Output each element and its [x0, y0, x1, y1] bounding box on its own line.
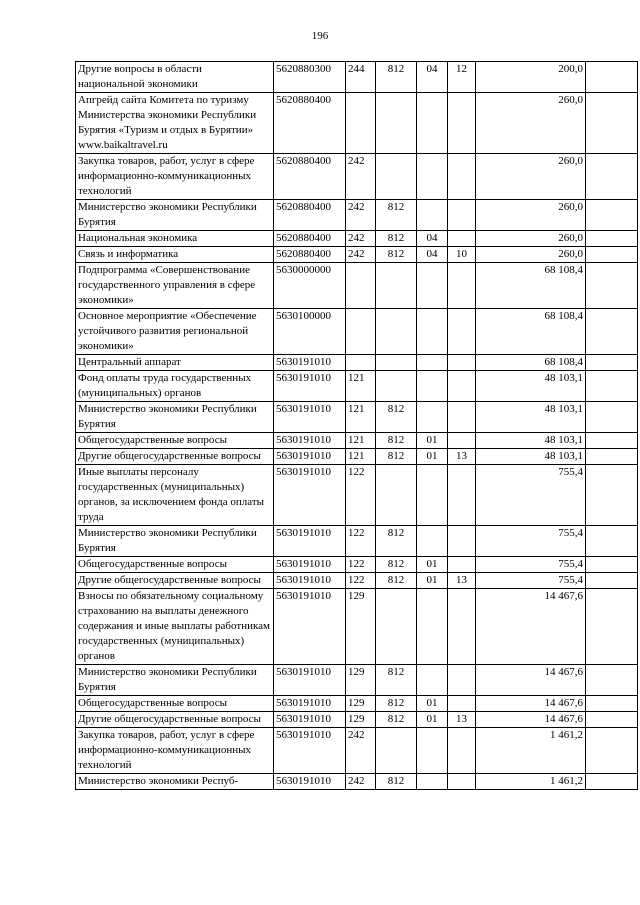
row-extra-cell	[586, 154, 638, 200]
row-pr-cell	[448, 696, 476, 712]
row-code-cell: 5620880400	[274, 247, 346, 263]
row-code-cell: 5630191010	[274, 449, 346, 465]
row-pr-cell	[448, 371, 476, 402]
row-rz-cell: 04	[417, 247, 448, 263]
row-pr-cell	[448, 433, 476, 449]
row-rz-cell	[417, 154, 448, 200]
table-row	[76, 433, 638, 449]
row-rz-cell	[417, 665, 448, 696]
table-row	[76, 465, 638, 526]
row-sum-cell: 48 103,1	[476, 402, 586, 433]
budget-table-body	[76, 62, 638, 790]
row-dept-cell	[376, 154, 417, 200]
row-name-cell: Министерство экономики Республики Бурятия	[76, 665, 274, 696]
row-name-cell: Закупка товаров, работ, услуг в сфере информационно-коммуникационных технологий	[76, 728, 274, 774]
row-pr-cell	[448, 93, 476, 154]
row-name-cell: Общегосударственные вопросы	[76, 696, 274, 712]
row-name-cell: Министерство экономики Республики Бурятия	[76, 526, 274, 557]
row-name-cell: Национальная экономика	[76, 231, 274, 247]
row-pr-cell: 13	[448, 449, 476, 465]
row-extra-cell	[586, 573, 638, 589]
row-extra-cell	[586, 449, 638, 465]
row-pr-cell	[448, 355, 476, 371]
row-name-cell: Закупка товаров, работ, услуг в сфере информационно-коммуникационных технологий	[76, 154, 274, 200]
row-dept-cell	[376, 465, 417, 526]
row-extra-cell	[586, 465, 638, 526]
row-sum-cell: 14 467,6	[476, 696, 586, 712]
row-rz-cell	[417, 465, 448, 526]
row-extra-cell	[586, 200, 638, 231]
row-vr-cell: 121	[346, 449, 376, 465]
row-dept-cell: 812	[376, 557, 417, 573]
row-rz-cell	[417, 402, 448, 433]
row-code-cell: 5630191010	[274, 774, 346, 790]
row-name-cell: Центральный аппарат	[76, 355, 274, 371]
row-code-cell: 5630191010	[274, 665, 346, 696]
row-dept-cell	[376, 371, 417, 402]
row-dept-cell: 812	[376, 712, 417, 728]
row-sum-cell: 48 103,1	[476, 449, 586, 465]
row-code-cell: 5620880400	[274, 231, 346, 247]
row-rz-cell	[417, 774, 448, 790]
row-rz-cell	[417, 263, 448, 309]
row-extra-cell	[586, 371, 638, 402]
row-sum-cell: 14 467,6	[476, 712, 586, 728]
row-dept-cell	[376, 93, 417, 154]
table-row	[76, 526, 638, 557]
row-sum-cell: 68 108,4	[476, 309, 586, 355]
row-code-cell: 5630191010	[274, 355, 346, 371]
row-pr-cell	[448, 557, 476, 573]
row-extra-cell	[586, 402, 638, 433]
page-number: 196	[311, 30, 329, 42]
row-code-cell: 5620880300	[274, 62, 346, 93]
row-extra-cell	[586, 231, 638, 247]
budget-table	[75, 61, 638, 790]
row-pr-cell	[448, 665, 476, 696]
table-row	[76, 355, 638, 371]
table-row	[76, 93, 638, 154]
row-extra-cell	[586, 728, 638, 774]
row-code-cell: 5630100000	[274, 309, 346, 355]
row-extra-cell	[586, 355, 638, 371]
row-name-cell: Другие вопросы в области национальной экономики	[76, 62, 274, 93]
row-rz-cell	[417, 526, 448, 557]
table-row	[76, 402, 638, 433]
row-code-cell: 5620880400	[274, 93, 346, 154]
row-sum-cell: 260,0	[476, 247, 586, 263]
row-extra-cell	[586, 62, 638, 93]
row-rz-cell: 01	[417, 557, 448, 573]
row-extra-cell	[586, 557, 638, 573]
row-pr-cell	[448, 402, 476, 433]
row-dept-cell: 812	[376, 402, 417, 433]
table-row	[76, 263, 638, 309]
row-extra-cell	[586, 526, 638, 557]
row-pr-cell	[448, 263, 476, 309]
table-row	[76, 247, 638, 263]
row-name-cell: Другие общегосударственные вопросы	[76, 573, 274, 589]
table-row	[76, 154, 638, 200]
row-name-cell: Министерство экономики Республики Бурятия	[76, 200, 274, 231]
row-sum-cell: 68 108,4	[476, 263, 586, 309]
table-row	[76, 449, 638, 465]
row-name-cell: Другие общегосударственные вопросы	[76, 449, 274, 465]
table-row	[76, 573, 638, 589]
row-code-cell: 5620880400	[274, 154, 346, 200]
row-name-cell: Основное мероприятие «Обеспечение устойчивого развития региональной экономики»	[76, 309, 274, 355]
row-dept-cell: 812	[376, 526, 417, 557]
row-code-cell: 5630191010	[274, 589, 346, 665]
row-extra-cell	[586, 93, 638, 154]
row-rz-cell: 01	[417, 449, 448, 465]
row-code-cell: 5630191010	[274, 557, 346, 573]
row-vr-cell: 129	[346, 589, 376, 665]
row-extra-cell	[586, 433, 638, 449]
row-dept-cell: 812	[376, 62, 417, 93]
row-dept-cell	[376, 263, 417, 309]
row-rz-cell: 01	[417, 573, 448, 589]
row-code-cell: 5630191010	[274, 712, 346, 728]
row-code-cell: 5630191010	[274, 371, 346, 402]
row-dept-cell: 812	[376, 696, 417, 712]
row-sum-cell: 14 467,6	[476, 589, 586, 665]
row-pr-cell: 13	[448, 712, 476, 728]
row-sum-cell: 755,4	[476, 526, 586, 557]
row-pr-cell	[448, 589, 476, 665]
table-row	[76, 309, 638, 355]
row-pr-cell	[448, 728, 476, 774]
row-code-cell: 5630191010	[274, 526, 346, 557]
row-rz-cell: 04	[417, 62, 448, 93]
row-sum-cell: 260,0	[476, 93, 586, 154]
row-vr-cell: 242	[346, 247, 376, 263]
row-extra-cell	[586, 247, 638, 263]
row-dept-cell: 812	[376, 573, 417, 589]
row-vr-cell: 122	[346, 573, 376, 589]
row-sum-cell: 755,4	[476, 573, 586, 589]
row-vr-cell: 122	[346, 526, 376, 557]
row-vr-cell: 121	[346, 402, 376, 433]
row-vr-cell: 129	[346, 712, 376, 728]
row-code-cell: 5630191010	[274, 728, 346, 774]
row-pr-cell	[448, 200, 476, 231]
row-name-cell: Министерство экономики Респуб-	[76, 774, 274, 790]
table-row	[76, 371, 638, 402]
row-pr-cell: 10	[448, 247, 476, 263]
row-code-cell: 5630000000	[274, 263, 346, 309]
row-code-cell: 5630191010	[274, 696, 346, 712]
row-name-cell: Иные выплаты персоналу государственных (муниципальных) органов, за исключением фонда оплаты труда	[76, 465, 274, 526]
row-pr-cell: 13	[448, 573, 476, 589]
row-dept-cell	[376, 589, 417, 665]
row-sum-cell: 48 103,1	[476, 371, 586, 402]
row-extra-cell	[586, 589, 638, 665]
row-dept-cell	[376, 728, 417, 774]
table-row	[76, 200, 638, 231]
row-vr-cell	[346, 93, 376, 154]
table-row	[76, 774, 638, 790]
row-sum-cell: 200,0	[476, 62, 586, 93]
table-row	[76, 62, 638, 93]
row-extra-cell	[586, 309, 638, 355]
row-vr-cell: 242	[346, 231, 376, 247]
row-vr-cell	[346, 309, 376, 355]
row-dept-cell: 812	[376, 433, 417, 449]
row-rz-cell	[417, 355, 448, 371]
row-sum-cell: 260,0	[476, 200, 586, 231]
row-pr-cell	[448, 526, 476, 557]
row-vr-cell	[346, 355, 376, 371]
row-rz-cell	[417, 728, 448, 774]
table-row	[76, 589, 638, 665]
row-sum-cell: 1 461,2	[476, 774, 586, 790]
table-row	[76, 696, 638, 712]
row-code-cell: 5630191010	[274, 433, 346, 449]
row-dept-cell: 812	[376, 665, 417, 696]
row-name-cell: Подпрограмма «Совершенствование государственного управления в сфере экономики»	[76, 263, 274, 309]
row-vr-cell: 242	[346, 154, 376, 200]
row-vr-cell	[346, 263, 376, 309]
row-vr-cell: 244	[346, 62, 376, 93]
row-dept-cell: 812	[376, 231, 417, 247]
row-name-cell: Общегосударственные вопросы	[76, 433, 274, 449]
row-pr-cell	[448, 154, 476, 200]
table-row	[76, 712, 638, 728]
row-sum-cell: 260,0	[476, 154, 586, 200]
row-extra-cell	[586, 774, 638, 790]
row-vr-cell: 122	[346, 465, 376, 526]
row-code-cell: 5630191010	[274, 402, 346, 433]
row-vr-cell: 242	[346, 728, 376, 774]
row-dept-cell	[376, 355, 417, 371]
row-sum-cell: 14 467,6	[476, 665, 586, 696]
row-rz-cell	[417, 371, 448, 402]
row-vr-cell: 122	[346, 557, 376, 573]
row-name-cell: Общегосударственные вопросы	[76, 557, 274, 573]
row-code-cell: 5630191010	[274, 465, 346, 526]
row-dept-cell: 812	[376, 449, 417, 465]
row-rz-cell	[417, 589, 448, 665]
row-rz-cell: 04	[417, 231, 448, 247]
row-rz-cell: 01	[417, 696, 448, 712]
row-rz-cell: 01	[417, 433, 448, 449]
row-name-cell: Связь и информатика	[76, 247, 274, 263]
table-row	[76, 728, 638, 774]
row-rz-cell	[417, 309, 448, 355]
row-name-cell: Министерство экономики Республики Бурятия	[76, 402, 274, 433]
row-code-cell: 5620880400	[274, 200, 346, 231]
row-name-cell: Другие общегосударственные вопросы	[76, 712, 274, 728]
row-sum-cell: 48 103,1	[476, 433, 586, 449]
row-extra-cell	[586, 263, 638, 309]
row-sum-cell: 1 461,2	[476, 728, 586, 774]
row-dept-cell: 812	[376, 774, 417, 790]
row-dept-cell	[376, 309, 417, 355]
row-rz-cell: 01	[417, 712, 448, 728]
row-pr-cell	[448, 465, 476, 526]
row-dept-cell: 812	[376, 247, 417, 263]
row-rz-cell	[417, 93, 448, 154]
row-dept-cell: 812	[376, 200, 417, 231]
row-sum-cell: 68 108,4	[476, 355, 586, 371]
row-extra-cell	[586, 712, 638, 728]
row-extra-cell	[586, 665, 638, 696]
row-name-cell: Взносы по обязательному социальному страхованию на выплаты денежного содержания и иные выплаты работникам государственных (муниципальных) органов	[76, 589, 274, 665]
row-vr-cell: 242	[346, 200, 376, 231]
row-vr-cell: 129	[346, 665, 376, 696]
table-row	[76, 557, 638, 573]
row-sum-cell: 260,0	[476, 231, 586, 247]
row-vr-cell: 242	[346, 774, 376, 790]
row-rz-cell	[417, 200, 448, 231]
row-extra-cell	[586, 696, 638, 712]
row-pr-cell	[448, 309, 476, 355]
row-name-cell: Фонд оплаты труда государственных (муниципальных) органов	[76, 371, 274, 402]
table-row	[76, 665, 638, 696]
table-row	[76, 231, 638, 247]
row-sum-cell: 755,4	[476, 557, 586, 573]
row-sum-cell: 755,4	[476, 465, 586, 526]
row-pr-cell	[448, 774, 476, 790]
row-vr-cell: 121	[346, 371, 376, 402]
row-code-cell: 5630191010	[274, 573, 346, 589]
row-vr-cell: 129	[346, 696, 376, 712]
row-name-cell: Апгрейд сайта Комитета по туризму Министерства экономики Республики Бурятия «Туризм и отдых в Бурятии» www.baikaltravel.ru	[76, 93, 274, 154]
row-vr-cell: 121	[346, 433, 376, 449]
row-pr-cell	[448, 231, 476, 247]
row-pr-cell: 12	[448, 62, 476, 93]
